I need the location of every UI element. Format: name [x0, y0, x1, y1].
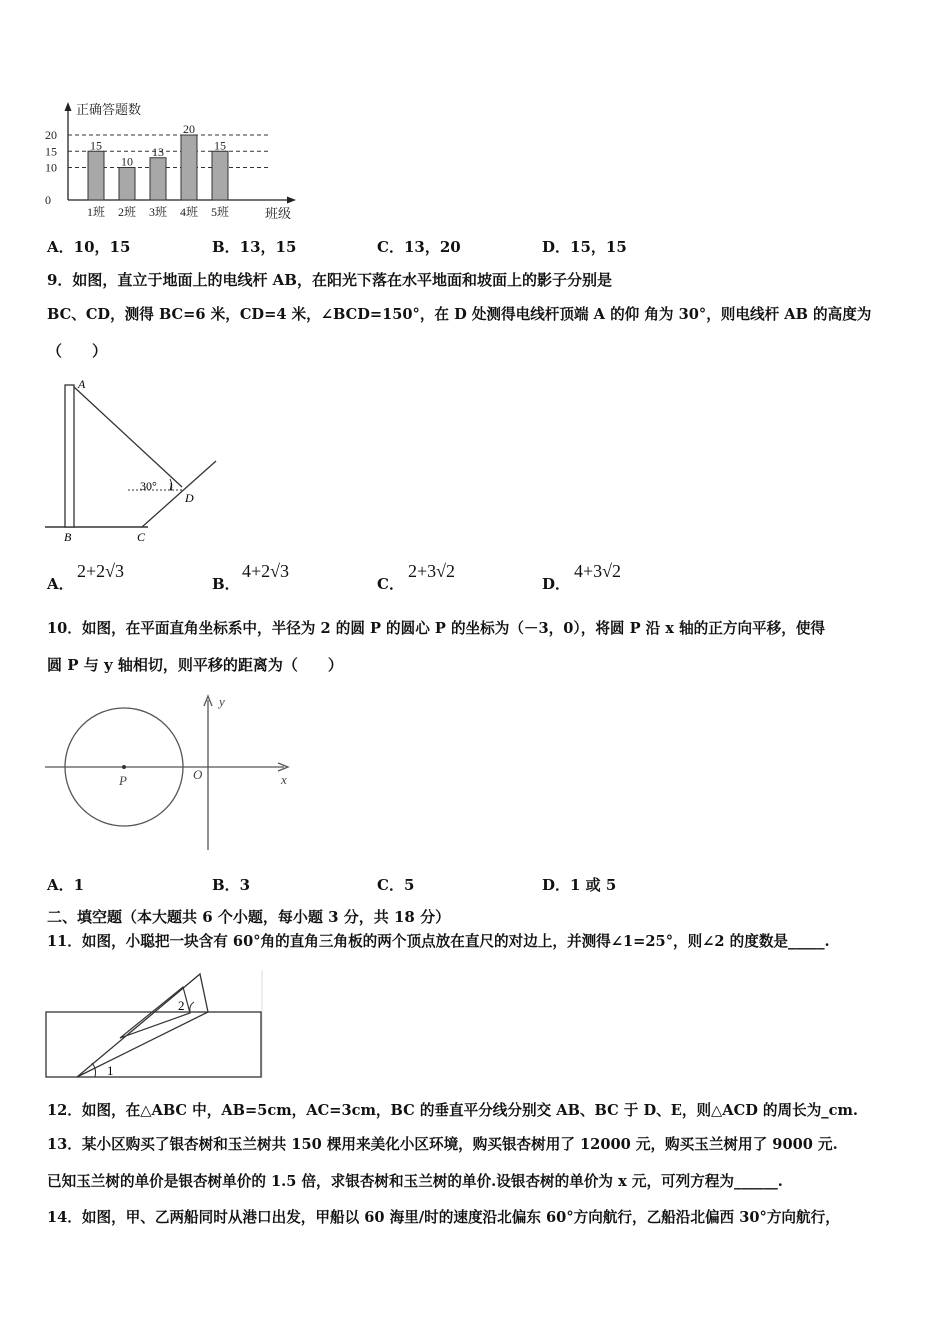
q10-option-d[interactable]: D．1 或 5	[542, 876, 617, 894]
angle2-arc	[190, 1002, 194, 1012]
category-label: 3班	[148, 205, 168, 219]
q14-stem: 14．如图，甲、乙两船同时从港口出发，甲船以 60 海里/时的速度沿北偏东 60°方向航行，乙船沿北偏西 30°方向航行，	[47, 1209, 840, 1226]
q11-figure	[40, 968, 270, 1083]
q9-option-b-expr: 4+2√3	[242, 561, 290, 581]
q12-stem: 12．如图，在△ABC 中，AB=5cm，AC=3cm，BC 的垂直平分线分别交 AB、BC 于 D、E，则△ACD 的周长为_cm.	[47, 1102, 859, 1119]
y-axis-label: 正确答题数	[76, 102, 142, 117]
q9-option-a-expr: 2+2√3	[77, 561, 125, 581]
y-tick-label: 15	[45, 144, 57, 159]
y-axis-arrow	[65, 102, 72, 111]
q9-stem-line1: 9．如图，直立于地面上的电线杆 AB，在阳光下落在水平地面和坡面上的影子分别是	[47, 271, 612, 289]
category-label: 4班	[179, 205, 199, 219]
q10-stem-line2: 圆 P 与 y 轴相切，则平移的距离为（ ）	[47, 656, 343, 674]
label-d: D	[185, 491, 194, 505]
q9-figure	[40, 375, 230, 550]
angle-30-label: 30°	[140, 479, 157, 493]
bar	[119, 168, 135, 201]
angle-mark-1: 1	[168, 481, 174, 493]
bar	[181, 135, 197, 200]
x-axis-label: 班级	[265, 206, 292, 221]
sun-ray	[74, 387, 182, 487]
q9-option-b-label[interactable]: B．	[212, 575, 240, 593]
bar-value-label: 13	[152, 144, 164, 159]
q13-stem-line2: 已知玉兰树的单价是银杏树单价的 1.5 倍，求银杏树和玉兰树的单价.设银杏树的单价为 x 元，可列方程为______.	[47, 1173, 783, 1190]
triangle-outer	[77, 974, 208, 1077]
q10-option-b[interactable]: B．3	[212, 876, 251, 894]
label-a: A	[78, 377, 86, 391]
q13-stem-line1: 13．某小区购买了银杏树和玉兰树共 150 棵用来美化小区环境，购买银杏树用了 12000 元，购买玉兰树用了 9000 元.	[47, 1136, 838, 1153]
bar	[88, 151, 104, 200]
angle1-label: 1	[107, 1063, 114, 1078]
q10-figure	[40, 690, 300, 855]
category-label: 2班	[117, 205, 137, 219]
y-tick-label: 10	[45, 160, 57, 175]
angle2-label: 2	[178, 998, 185, 1013]
label-x: x	[281, 772, 287, 787]
q9-option-a-label[interactable]: A．	[47, 575, 74, 593]
q9-option-d-expr: 4+3√2	[574, 561, 622, 581]
slope-line	[142, 461, 216, 527]
bar	[212, 151, 228, 200]
bar-value-label: 15	[214, 138, 226, 153]
q10-stem-line1: 10．如图，在平面直角坐标系中，半径为 2 的圆 P 的圆心 P 的坐标为（－3，0），将圆 P 沿 x 轴的正方向平移，使得	[47, 620, 826, 637]
q8-option-c[interactable]: C．13，20	[377, 238, 461, 256]
y-tick-label: 0	[45, 193, 51, 207]
bar-value-label: 10	[121, 154, 133, 169]
q8-option-a[interactable]: A．10，15	[47, 238, 131, 256]
q9-option-c-label[interactable]: C．	[377, 575, 404, 593]
center-point	[122, 765, 126, 769]
label-o: O	[193, 767, 203, 782]
q11-stem: 11．如图，小聪把一块含有 60°角的直角三角板的两个顶点放在直尺的对边上，并测得∠1=25°，则∠2 的度数是_____.	[47, 933, 830, 950]
category-label: 5班	[210, 205, 230, 219]
q9-stem-line3: （ ）	[47, 342, 108, 360]
q10-option-a[interactable]: A．1	[47, 876, 85, 894]
q9-option-c-expr: 2+3√2	[408, 561, 456, 581]
label-c: C	[137, 530, 146, 544]
label-p: P	[119, 773, 127, 788]
ruler	[46, 1012, 261, 1077]
label-y: y	[219, 694, 225, 709]
q9-stem-line2: BC、CD，测得 BC=6 米，CD=4 米，∠BCD=150°，在 D 处测得电线杆顶端 A 的仰 角为 30°，则电线杆 AB 的高度为	[47, 306, 872, 323]
q8-option-d[interactable]: D．15，15	[542, 238, 627, 256]
section-heading: 二、填空题（本大题共 6 个小题，每小题 3 分，共 18 分）	[47, 908, 451, 926]
q8-option-b[interactable]: B．13，15	[212, 238, 297, 256]
y-tick-label: 20	[45, 128, 57, 142]
bar-chart	[40, 95, 310, 223]
bar-value-label: 15	[90, 138, 102, 153]
bar-value-label: 20	[183, 122, 195, 136]
bar	[150, 158, 166, 200]
pole-ab	[65, 385, 74, 527]
q10-option-c[interactable]: C．5	[377, 876, 415, 894]
label-b: B	[64, 530, 72, 544]
x-axis-arrow	[287, 197, 296, 204]
q9-option-d-label[interactable]: D．	[542, 575, 571, 593]
category-label: 1班	[86, 205, 106, 219]
